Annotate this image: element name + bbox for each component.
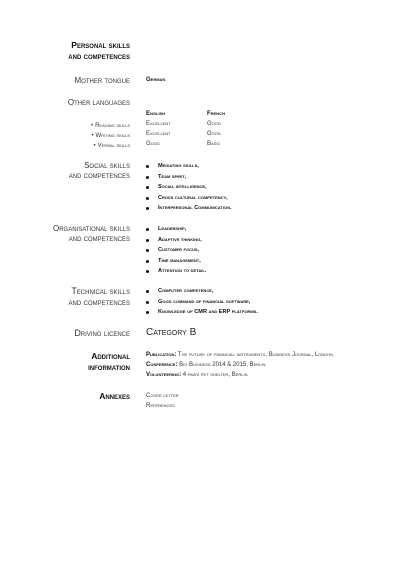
driving-licence-value: Category B	[146, 327, 197, 338]
additional-heading-line2: information	[88, 361, 130, 372]
technical-skills-list	[146, 286, 380, 318]
verbal-french: Basic	[207, 141, 221, 147]
other-languages-label: Other languages	[67, 98, 130, 107]
social-label-line2: and competences	[68, 171, 130, 180]
list-item: Interpersonal Communication.	[146, 203, 380, 214]
reading-english: Excellent	[146, 121, 171, 127]
conference-line: Conference: Big Business 2014 & 2015, Berlin	[146, 362, 266, 368]
additional-information-heading	[20, 351, 130, 372]
annexes-heading: Annexes	[99, 391, 130, 401]
additional-information-list	[146, 350, 380, 380]
mother-tongue-label: Mother tongue	[74, 76, 130, 85]
language-skill-labels	[20, 121, 130, 151]
additional-heading-line1: Additional	[91, 351, 130, 361]
list-item: Cross cultural competency,	[146, 193, 380, 204]
language-header-row	[146, 111, 225, 121]
list-item: Attention to detail.	[146, 266, 380, 277]
writing-french: Good	[207, 131, 221, 137]
list-item: Team spirit,	[146, 172, 380, 183]
tech-label-line1: Technical skills	[71, 286, 130, 296]
table-row	[146, 121, 225, 131]
org-label-line2: and competences	[68, 234, 130, 243]
social-skills-label	[20, 161, 130, 181]
driving-licence-label: Driving licence	[74, 328, 130, 338]
org-label-line1: Organisational skills	[52, 224, 130, 233]
technical-skills-label	[20, 286, 130, 309]
reading-french: Good	[207, 121, 221, 127]
organisational-skills-list	[146, 224, 380, 277]
list-item: Leadership,	[146, 224, 380, 235]
list-item: Time management,	[146, 256, 380, 267]
list-item: Adaptive thinking,	[146, 235, 380, 246]
skill-label-verbal: • Verbal skills	[93, 143, 130, 149]
table-row	[146, 131, 225, 141]
social-skills-list	[146, 161, 380, 214]
personal-skills-heading	[20, 40, 130, 61]
list-item: Knowledge of CMR and ERP platforms.	[146, 307, 380, 318]
list-item: Social intelligence,	[146, 182, 380, 193]
mother-tongue-value: German	[146, 77, 166, 83]
annex-item: References	[146, 403, 175, 409]
social-label-line1: Social skills	[84, 161, 130, 170]
annex-item: Cover letter	[146, 393, 179, 399]
list-item: Mediating skills,	[146, 161, 380, 172]
personal-heading-line1: Personal skills	[71, 40, 130, 50]
personal-heading-line2: and competences	[68, 50, 130, 61]
tech-label-line2: and competences	[68, 297, 130, 308]
skill-label-reading: • Reading skills	[90, 123, 130, 129]
organisational-skills-label	[20, 224, 130, 244]
list-item: Good command of financial software,	[146, 297, 380, 308]
language-table	[146, 111, 380, 151]
annexes-list	[146, 391, 380, 411]
skill-label-writing: • Writing skills	[91, 133, 130, 139]
verbal-english: Good	[146, 141, 160, 147]
list-item: Computer competence,	[146, 286, 380, 297]
list-item: Customer focus,	[146, 245, 380, 256]
lang-col-english: English	[146, 111, 166, 117]
volunteering-line: Volunteering: 4 paws pet shelter, Berlin	[146, 372, 248, 378]
writing-english: Excellent	[146, 131, 171, 137]
publication-line: Publication: The future of financial instruments, Business Journal, London	[146, 352, 334, 358]
table-row	[146, 141, 225, 151]
lang-col-french: French	[207, 111, 225, 117]
